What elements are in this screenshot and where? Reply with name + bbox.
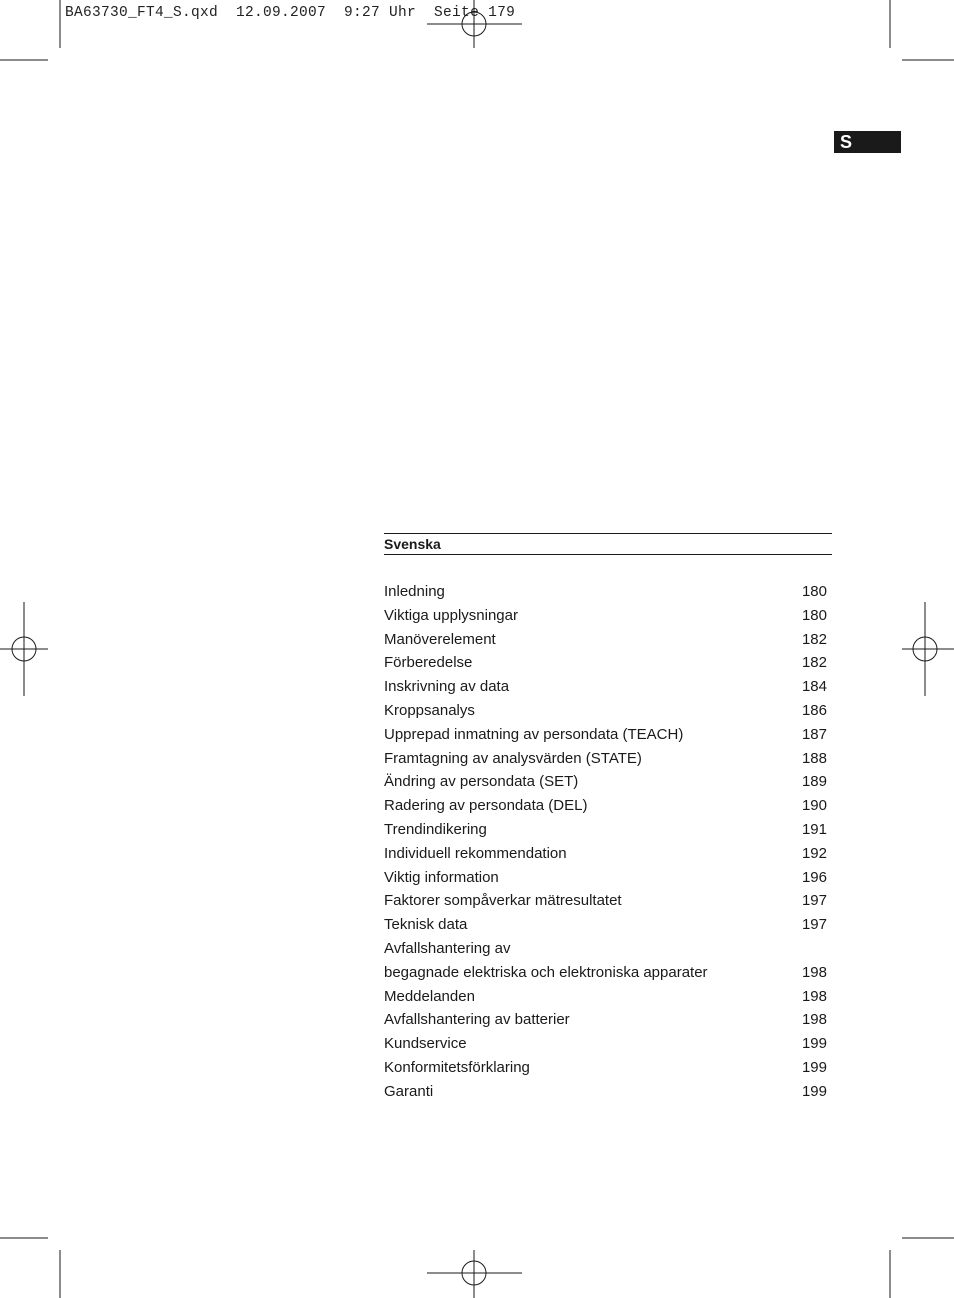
- toc-entry-title: begagnade elektriska och elektroniska apparater: [384, 963, 708, 981]
- toc-entry: [384, 866, 827, 890]
- toc-entry: [384, 1008, 827, 1032]
- toc-entry-title: Trendindikering: [384, 820, 487, 838]
- toc-entry-title: Viktig information: [384, 868, 499, 886]
- toc-entry-page: 187: [801, 725, 827, 743]
- toc-entry-title: Viktiga upplysningar: [384, 606, 518, 624]
- toc-entry: [384, 1056, 827, 1080]
- toc-entry: [384, 604, 827, 628]
- toc-entry-page: 199: [801, 1082, 827, 1100]
- toc-entry-title: Upprepad inmatning av persondata (TEACH): [384, 725, 684, 743]
- toc-entry-title: Framtagning av analysvärden (STATE): [384, 749, 642, 767]
- toc-entry-title: Avfallshantering av: [384, 939, 511, 957]
- language-tab: S: [834, 131, 901, 153]
- toc-entry: [384, 723, 827, 747]
- toc-entry-title: Ändring av persondata (SET): [384, 773, 579, 791]
- toc-entry-page: 180: [801, 583, 827, 600]
- toc-entry-title: Inskrivning av data: [384, 678, 510, 696]
- toc-entry: [384, 747, 827, 771]
- toc-entry-page: 191: [801, 820, 827, 838]
- toc-entry-title: Manöverelement: [384, 630, 496, 648]
- toc-heading: Svenska: [384, 536, 441, 552]
- toc-entry: [384, 651, 827, 675]
- toc-entry-title: Individuell rekommendation: [384, 844, 567, 862]
- toc-entry-page: 196: [801, 868, 827, 886]
- toc-entry-page: 190: [801, 797, 827, 815]
- toc-entry-page: 184: [801, 678, 827, 696]
- toc-entry-page: 199: [801, 1058, 827, 1076]
- toc-entry-page: 180: [801, 606, 827, 624]
- toc-entry-title: Faktorer sompåverkar mätresultatet: [384, 892, 622, 910]
- toc-entry-page: 197: [801, 916, 827, 934]
- toc-entry-page: 188: [801, 749, 827, 767]
- toc-entry-page: 182: [801, 630, 827, 648]
- toc-entry-page: 192: [801, 844, 827, 862]
- toc-entry-title: Förberedelse: [384, 654, 473, 672]
- toc-entry-title: Kroppsanalys: [384, 701, 475, 719]
- toc-entry-page: 199: [801, 1035, 827, 1053]
- toc-entry: [384, 961, 827, 985]
- toc-entry-title: Konformitetsförklaring: [384, 1058, 530, 1076]
- toc-entry: [384, 794, 827, 818]
- toc-entry: [384, 675, 827, 699]
- print-slug-line: BA63730_FT4_S.qxd 12.09.2007 9:27 Uhr Seite 179: [65, 5, 516, 21]
- toc-entry: [384, 1080, 827, 1104]
- toc-entry-title: Avfallshantering av batterier: [384, 1011, 570, 1029]
- toc-entry: [384, 889, 827, 913]
- toc-entry-title: Teknisk data: [384, 916, 468, 934]
- toc-entry: [384, 580, 827, 604]
- toc-entry: [384, 628, 827, 652]
- toc-heading-bar: [384, 533, 832, 555]
- toc-entry-page: 182: [801, 654, 827, 672]
- toc-entry-page: 198: [801, 963, 827, 981]
- toc-entry-title: Garanti: [384, 1082, 434, 1100]
- toc-entry-title: Meddelanden: [384, 987, 475, 1005]
- toc-entry-title: Radering av persondata (DEL): [384, 797, 588, 815]
- toc-entry: [384, 699, 827, 723]
- toc-entry-page: 197: [801, 892, 827, 910]
- toc-entry-title: Kundservice: [384, 1035, 467, 1053]
- toc-entry-page: 198: [801, 1011, 827, 1029]
- toc-entry-title: Inledning: [384, 583, 445, 600]
- toc-list: [384, 580, 827, 1104]
- toc-entry: [384, 985, 827, 1009]
- toc-entry-page: 189: [801, 773, 827, 791]
- toc-entry: [384, 1032, 827, 1056]
- toc-entry: [384, 913, 827, 937]
- toc-entry-page: 186: [801, 701, 827, 719]
- toc-entry: [384, 937, 827, 961]
- toc-entry-page: 198: [801, 987, 827, 1005]
- toc-entry: [384, 770, 827, 794]
- toc-entry: [384, 842, 827, 866]
- toc-entry: [384, 818, 827, 842]
